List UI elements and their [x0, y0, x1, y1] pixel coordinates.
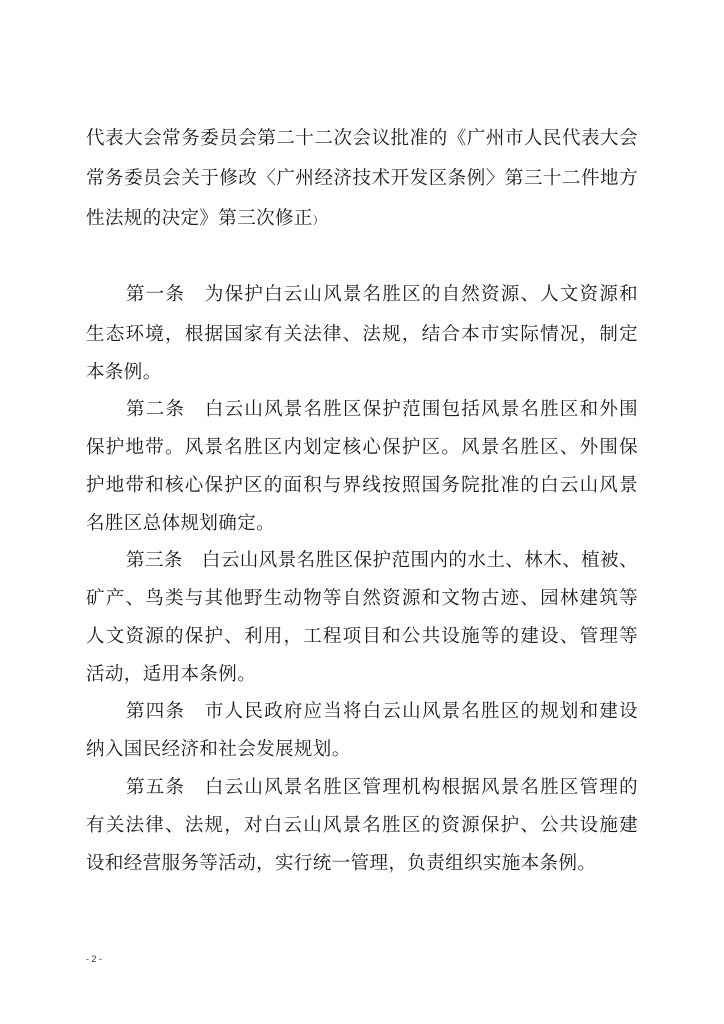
article-1-line-3: 本条例。	[86, 362, 162, 383]
article-1-line-2: 生态环境，根据国家有关法律、法规，结合本市实际情况，制定	[86, 324, 638, 345]
article-4-line-1: 第四条 市人民政府应当将白云山风景名胜区的规划和建设	[126, 701, 638, 722]
preamble-line-3-text: 性法规的决定》第三次修正	[86, 208, 313, 229]
article-5-line-3: 设和经营服务等活动，实行统一管理，负责组织实施本条例。	[86, 853, 597, 874]
preamble-line-2: 常务委员会关于修改〈广州经济技术开发区条例〉第三十二件地方	[86, 168, 638, 189]
preamble-line-1: 代表大会常务委员会第二十二次会议批准的《广州市人民代表大会	[86, 128, 638, 149]
article-1-line-1: 第一条 为保护白云山风景名胜区的自然资源、人文资源和	[126, 284, 638, 305]
article-2-line-1: 第二条 白云山风景名胜区保护范围包括风景名胜区和外围	[126, 399, 638, 420]
article-3-line-3: 人文资源的保护、利用，工程项目和公共设施等的建设、管理等	[86, 626, 638, 647]
article-5-line-1: 第五条 白云山风景名胜区管理机构根据风景名胜区管理的	[126, 777, 638, 798]
article-3-line-4: 活动，适用本条例。	[86, 664, 257, 685]
article-4-line-2: 纳入国民经济和社会发展规划。	[86, 739, 351, 760]
article-3-line-2: 矿产、鸟类与其他野生动物等自然资源和文物古迹、园林建筑等	[86, 588, 638, 609]
article-3-line-1: 第三条 白云山风景名胜区保护范围内的水土、林木、植被、	[126, 550, 638, 571]
preamble-line-3	[86, 204, 638, 234]
article-5-line-2: 有关法律、法规，对白云山风景名胜区的资源保护、公共设施建	[86, 815, 638, 836]
preamble-closing-paren: ）	[312, 214, 325, 227]
article-2-line-2: 保护地带。风景名胜区内划定核心保护区。风景名胜区、外围保	[86, 437, 638, 458]
article-2-line-4: 名胜区总体规划确定。	[86, 513, 276, 534]
page-number: - 2 -	[86, 954, 103, 964]
article-2-line-3: 护地带和核心保护区的面积与界线按照国务院批准的白云山风景	[86, 475, 638, 496]
